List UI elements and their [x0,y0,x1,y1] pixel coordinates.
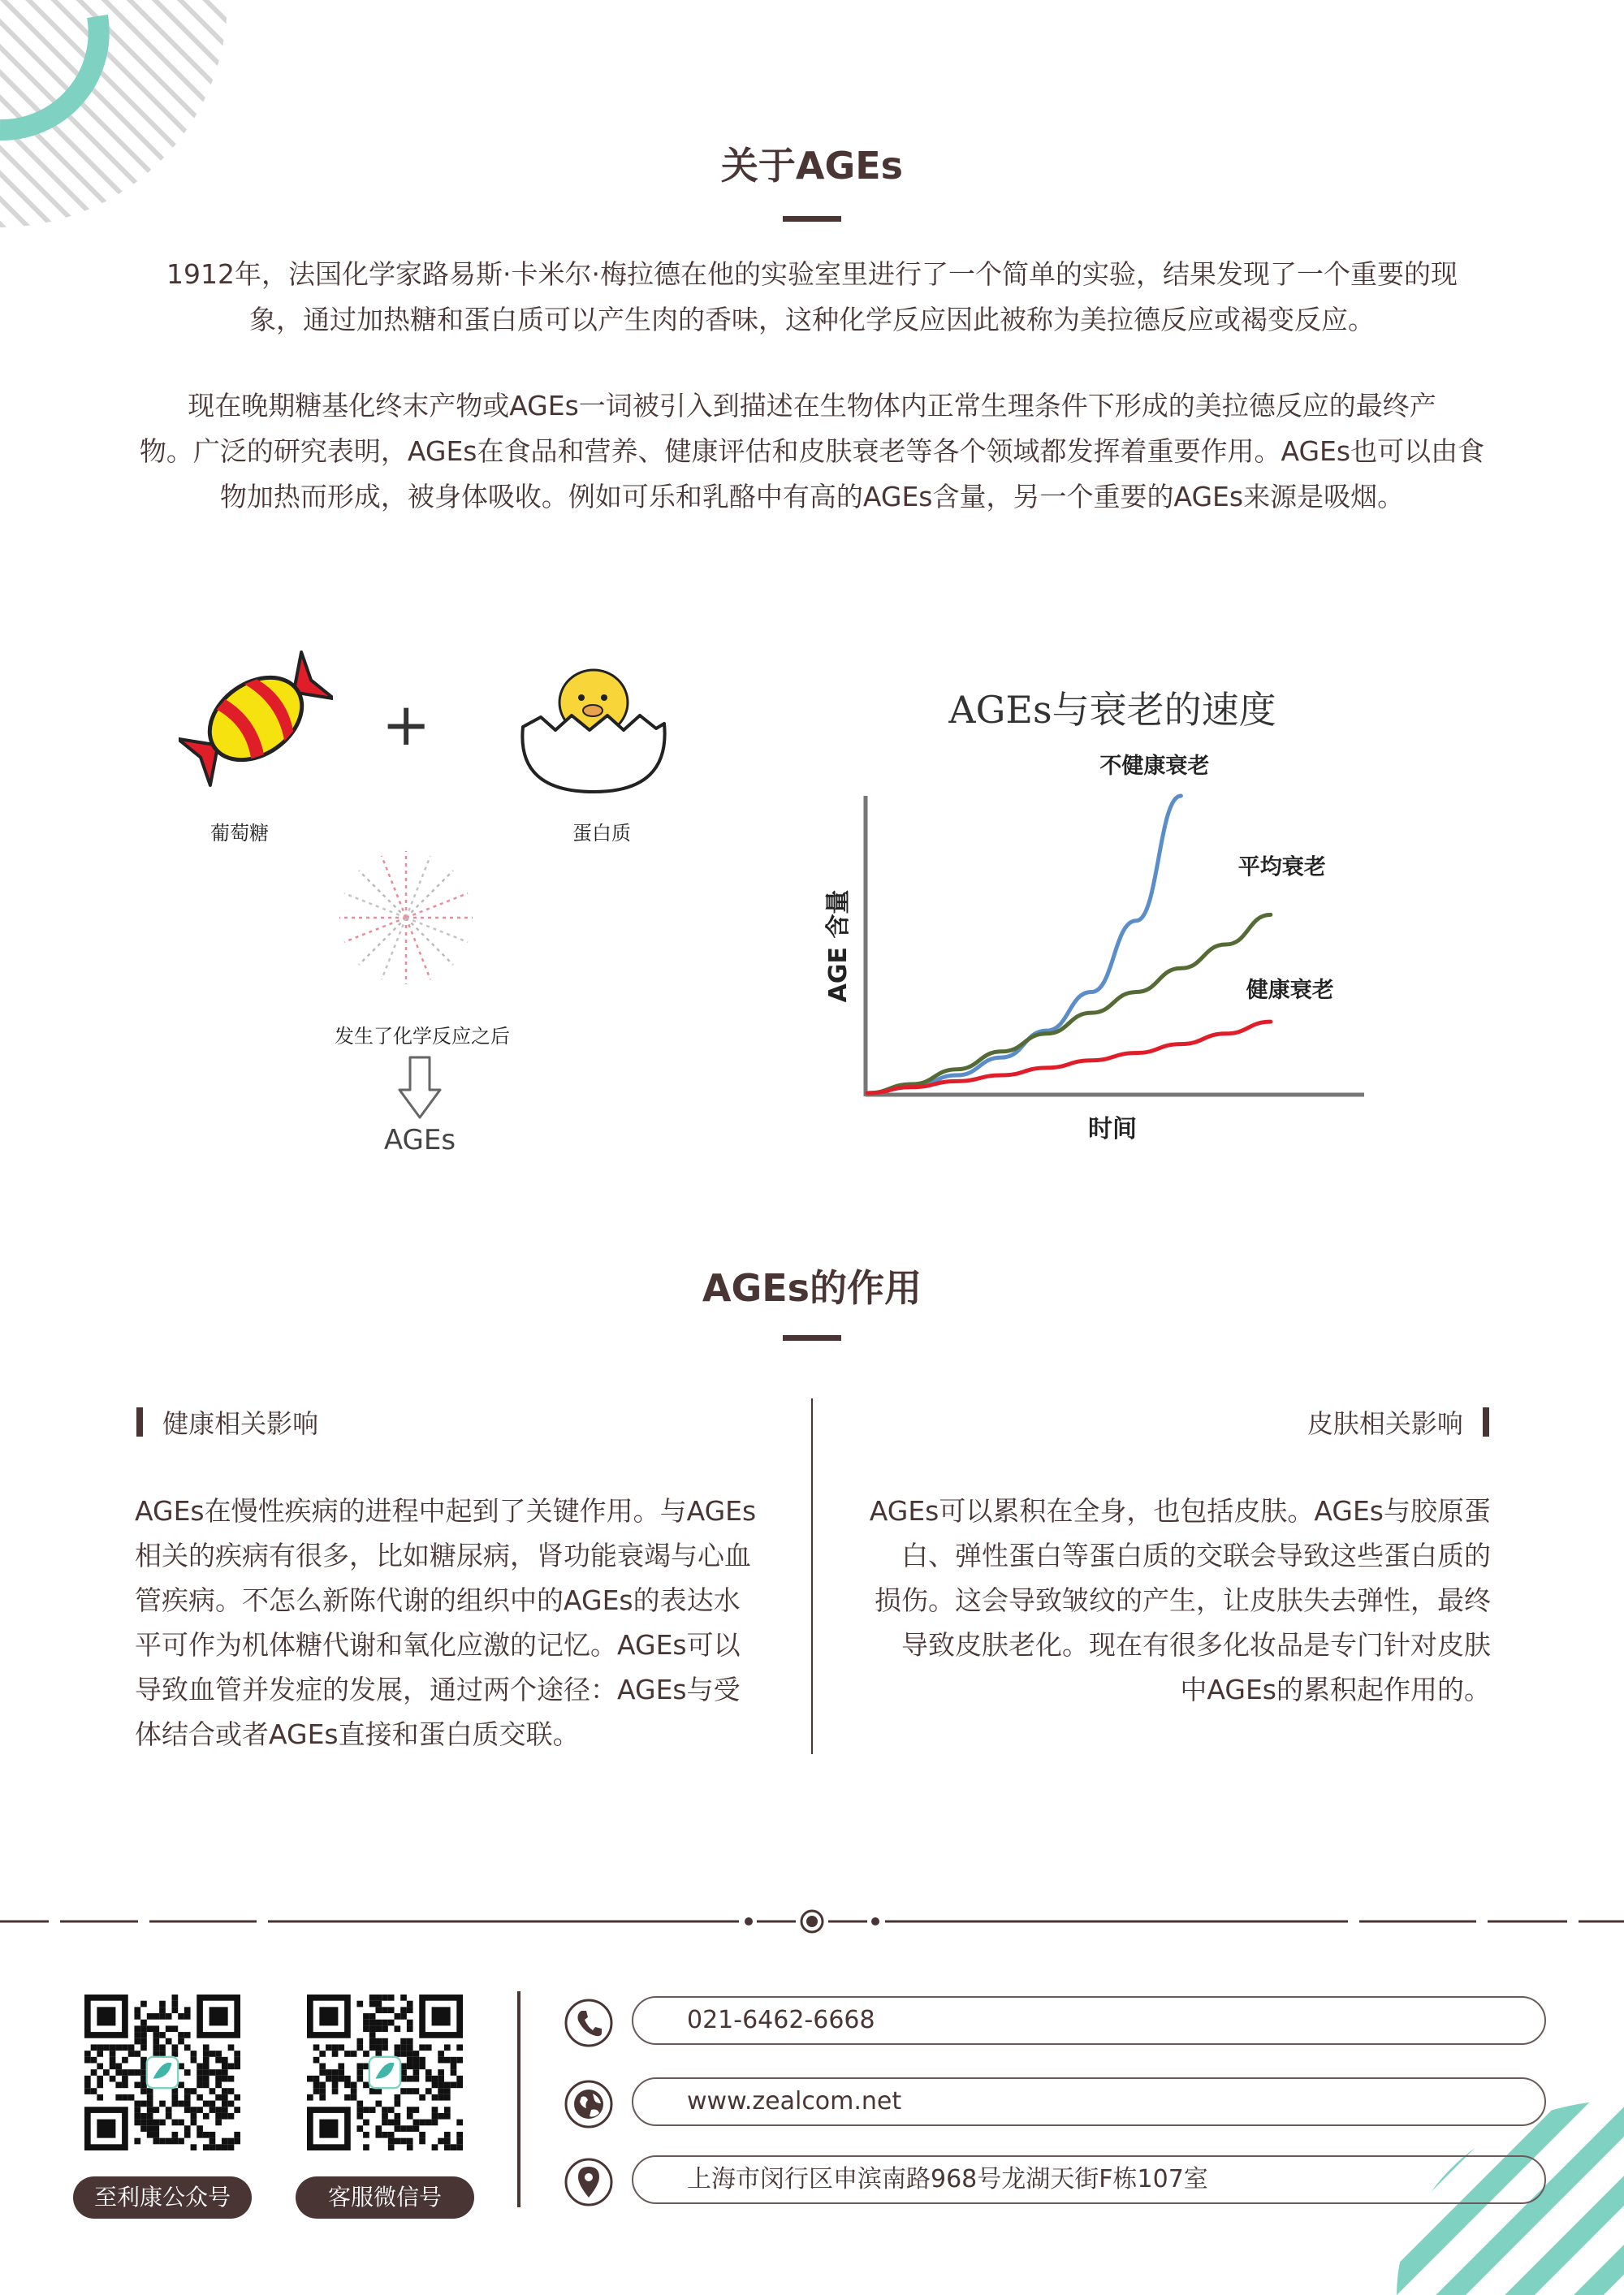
qr1-label: 至利康公众号 [73,2176,252,2219]
heading-marker [136,1407,143,1437]
footer-vertical-divider [517,1991,520,2207]
text-line: AGEs可以累积在全身，也包括皮肤。AGEs与胶原蛋 [869,1495,1491,1527]
paragraph-line: 物加热而形成，被身体吸收。例如可乐和乳酪中有高的AGEs含量，另一个重要的AGEs来源是吸烟。 [219,481,1405,512]
paragraph-line: 1912年，法国化学家路易斯·卡米尔·梅拉德在他的实验室里进行了一个简单的实验，结果发现了一个重要的现 [166,258,1458,290]
skin-impact-text [844,1489,1491,1712]
qr-code-customer-service[interactable] [307,1995,463,2150]
skin-impact-heading [1307,1403,1489,1441]
paragraph-line: 物。广泛的研究表明，AGEs在食品和营养、健康评估和皮肤衰老等各个领域都发挥着重要作用。AGEs也可以由食 [139,435,1485,467]
text-line: 相关的疾病有很多，比如糖尿病，肾功能衰竭与心血 [135,1540,751,1571]
text-line: 平可作为机体糖代谢和氧化应激的记忆。AGEs可以 [135,1629,741,1661]
text-line: 体结合或者AGEs直接和蛋白质交联。 [135,1718,580,1750]
title-underline [783,1335,841,1341]
text-line: 管疾病。不怎么新陈代谢的组织中的AGEs的表达水 [135,1584,741,1616]
series-line-1 [867,914,1271,1093]
paragraph-line: 象，通过加热糖和蛋白质可以产生肉的香味，这种化学反应因此被称为美拉德反应或褐变反应。 [249,304,1375,335]
arrow-down-icon [398,1056,442,1119]
section-title-about: 关于AGEs [720,144,904,188]
text-line: 导致血管并发症的发展，通过两个途径：AGEs与受 [135,1674,741,1705]
text-line: 导致皮肤老化。现在有很多化妆品是专门针对皮肤 [901,1629,1491,1661]
y-axis-label: AGE 含量 [824,889,853,1003]
qr-code-official-account[interactable] [84,1995,240,2150]
candy-icon [179,642,333,796]
x-axis-label: 时间 [1088,1115,1137,1143]
intro-paragraph-1 [130,252,1494,343]
series-line-0 [867,796,1181,1093]
text-line: 白、弹性蛋白等蛋白质的交联会导致这些蛋白质的 [901,1540,1491,1571]
heading-text: 健康相关影响 [162,1408,319,1439]
chart-title: AGEs与衰老的速度 [948,688,1276,732]
heading-marker [1483,1407,1489,1437]
location-pin-icon [564,2157,614,2207]
footer-divider [0,1905,1624,1938]
text-line: 中AGEs的累积起作用的。 [1180,1674,1491,1705]
column-divider [811,1398,813,1754]
text-line: AGEs在慢性疾病的进程中起到了关键作用。与AGEs [135,1495,757,1527]
heading-text: 皮肤相关影响 [1307,1408,1463,1439]
paragraph-line: 现在晚期糖基化终末产物或AGEs一词被引入到描述在生物体内正常生理条件下形成的美拉德反应的最终产 [188,390,1436,421]
intro-paragraph-2 [130,383,1494,520]
protein-label: 蛋白质 [572,822,631,845]
website-field[interactable]: www.zealcom.net [632,2077,1546,2126]
series-label-2: 健康衰老 [1246,978,1334,1004]
qr2-label: 客服微信号 [296,2176,474,2219]
address-field[interactable]: 上海市闵行区申滨南路968号龙湖天街F栋107室 [632,2155,1546,2204]
after-reaction-label: 发生了化学反应之后 [335,1025,510,1048]
glucose-label: 葡萄糖 [210,822,269,845]
health-impact-text [135,1489,784,1757]
ages-aging-chart [812,666,1462,1153]
firework-icon [333,845,479,991]
section-title-effects: AGEs的作用 [702,1266,922,1310]
phone-icon [564,1998,614,2048]
text-line: 损伤。这会导致皱纹的产生，让皮肤失去弹性，最终 [875,1584,1491,1616]
globe-icon [564,2079,614,2129]
ages-result-label: AGEs [383,1124,456,1156]
health-impact-heading [136,1403,318,1441]
plus-sign: + [382,690,431,759]
series-label-1: 平均衰老 [1237,854,1326,880]
decorative-corner-top-left [0,0,244,244]
phone-field[interactable]: 021-6462-6668 [632,1996,1546,2045]
egg-chick-icon [516,646,671,800]
title-underline [783,216,841,222]
series-label-0: 不健康衰老 [1099,754,1210,779]
